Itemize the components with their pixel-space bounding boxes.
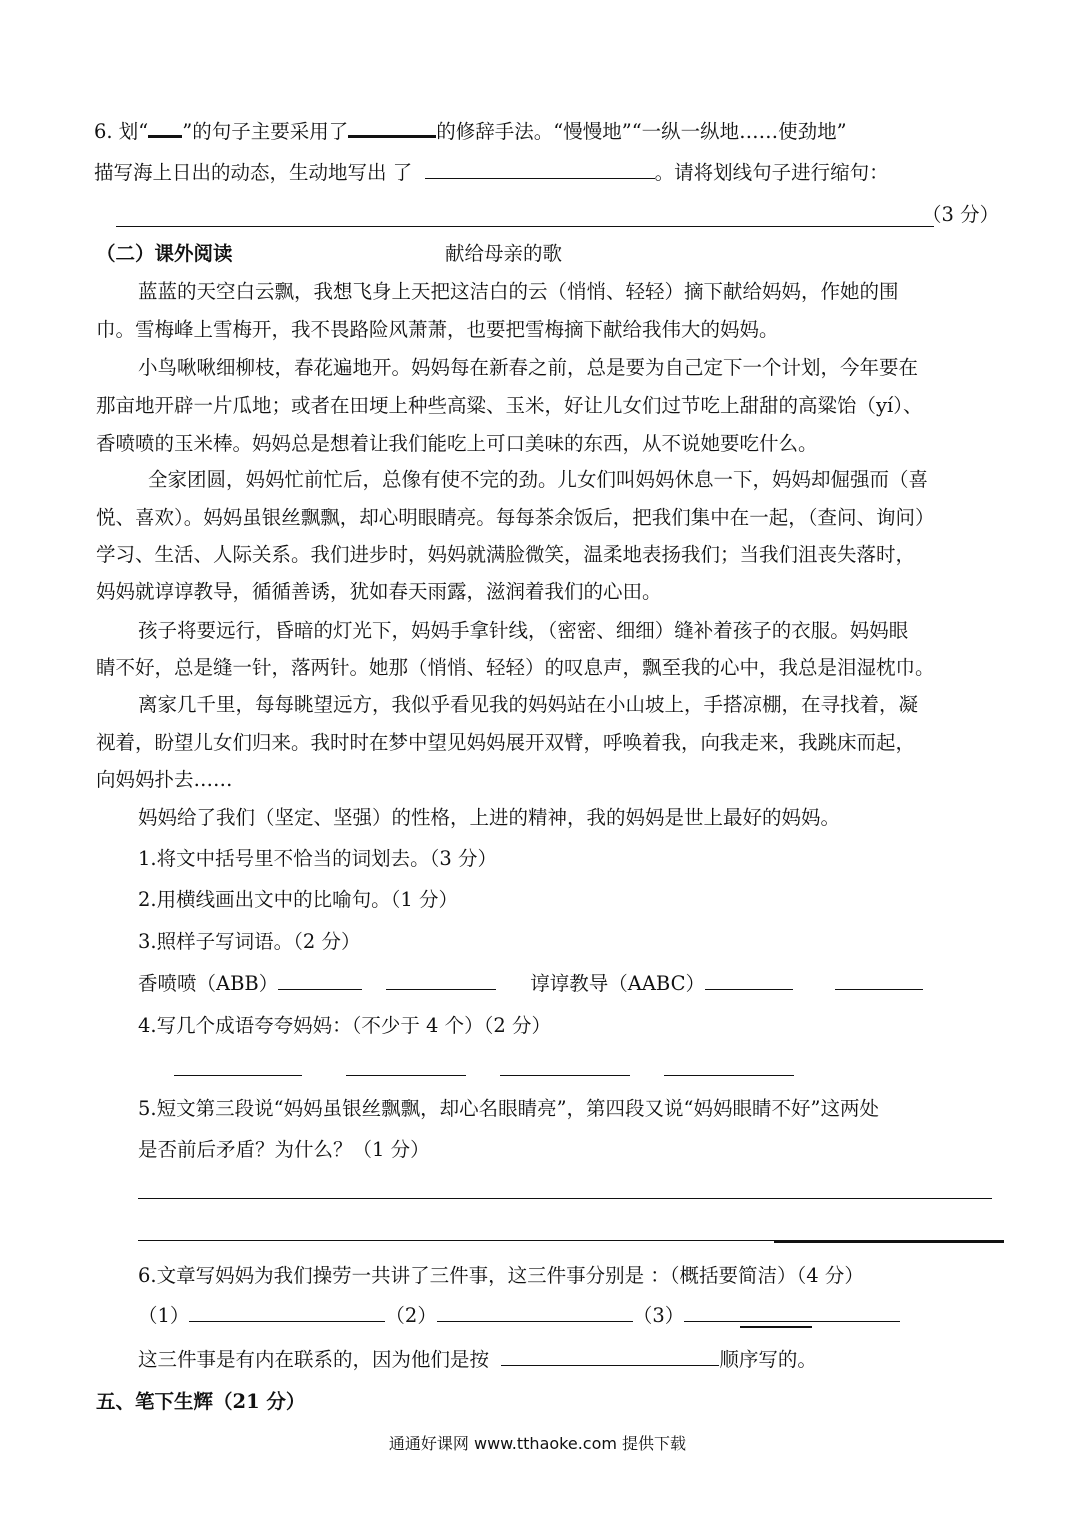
question-3-answers: 香喷喷（ABB） 谆谆教导（AABC） — [138, 970, 923, 998]
answer-blank — [705, 971, 793, 990]
answer-line — [116, 226, 934, 227]
passage-line: 全家团圆，妈妈忙前忙后，总像有使不完的劲。儿女们叫妈妈休息一下，妈妈却倔强而（喜 — [148, 468, 929, 491]
passage-line: 学习、生活、人际关系。我们进步时，妈妈就满脸微笑，温柔地表扬我们；当我们沮丧失落时， — [96, 543, 916, 566]
passage-line: 那亩地开辟一片瓜地；或者在田埂上种些高粱、玉米，好让儿女们过节吃上甜甜的高粱饴（yí）、 — [96, 394, 923, 417]
answer-blank — [501, 1347, 719, 1366]
passage-line: 悦、喜欢）。妈妈虽银丝飘飘，却心明眼睛亮。每每茶余饭后，把我们集中在一起，（查问、询问） — [96, 506, 935, 529]
passage-line: 巾。雪梅峰上雪梅开，我不畏路险风萧萧，也要把雪梅摘下献给我伟大的妈妈。 — [96, 318, 779, 341]
question-6: 6.文章写妈妈为我们操劳一共讲了三件事，这三件事分别是 ：（概括要简洁）（4 分） — [138, 1264, 864, 1287]
question-5-line-2: 是否前后矛盾？为什么？（1 分） — [138, 1138, 430, 1161]
passage-line: 小鸟啾啾细柳枝，春花遍地开。妈妈每在新春之前，总是要为自己定下一个计划，今年要在 — [138, 356, 919, 379]
answer-blank — [684, 1303, 900, 1322]
passage-line: 妈妈给了我们（坚定、坚强）的性格，上进的精神，我的妈妈是世上最好的妈妈。 — [138, 806, 841, 829]
question-2: 2.用横线画出文中的比喻句。（1 分） — [138, 888, 458, 911]
question-6-answers: （1） （2） （3） — [138, 1302, 900, 1330]
question-6-line-2: 描写海上日出的动态，生动地写出 了 。请将划线句子进行缩句： — [94, 161, 889, 184]
passage-line: 蓝蓝的天空白云飘，我想飞身上天把这洁白的云（悄悄、轻轻）摘下献给妈妈，作她的围 — [138, 280, 899, 303]
question-3: 3.照样子写词语。（2 分） — [138, 930, 361, 953]
passage-line: 孩子将要远行，昏暗的灯光下，妈妈手拿针线，（密密、细细）缝补着孩子的衣服。妈妈眼 — [138, 619, 909, 642]
answer-blank — [189, 1303, 385, 1322]
question-5-line-1: 5.短文第三段说“妈妈虽银丝飘飘，却心名眼睛亮”，第四段又说“妈妈眼睛不好”这两处 — [138, 1097, 879, 1120]
question-4: 4.写几个成语夸夸妈妈：（不少于 4 个）（2 分） — [138, 1014, 552, 1037]
answer-line — [500, 1075, 630, 1076]
passage-line: 向妈妈扑去…… — [96, 768, 233, 791]
answer-blank — [425, 160, 655, 179]
answer-line — [174, 1075, 302, 1076]
footer-text: 通通好课网 www.tthaoke.com 提供下载 — [388, 1434, 687, 1453]
question-1: 1.将文中括号里不恰当的词划去。（3 分） — [138, 847, 497, 870]
score: （3 分） — [922, 203, 1000, 226]
passage-line: 妈妈就谆谆教导，循循善诱，犹如春天雨露，滋润着我们的心田。 — [96, 580, 662, 603]
answer-line — [346, 1075, 466, 1076]
answer-line — [138, 1198, 992, 1199]
answer-line — [664, 1075, 794, 1076]
passage-title: 献给母亲的歌 — [445, 242, 563, 265]
section-heading: （二）课外阅读 — [96, 242, 233, 265]
question-6-tail: 这三件事是有内在联系的，因为他们是按 顺序写的。 — [138, 1348, 817, 1371]
passage-line: 香喷喷的玉米棒。妈妈总是想着让我们能吃上可口美味的东西，从不说她要吃什么。 — [96, 432, 818, 455]
answer-blank — [386, 971, 496, 990]
answer-line — [740, 1326, 812, 1328]
answer-blank — [148, 117, 182, 138]
answer-line — [774, 1241, 1004, 1243]
section-5-heading: 五、笔下生辉（21 分） — [96, 1390, 306, 1413]
answer-blank — [278, 971, 362, 990]
question-6-line-1: 6. 划“ ”的句子主要采用了 的修辞手法。“慢慢地”“一纵一纵地……使劲地” — [94, 117, 847, 146]
passage-line: 睛不好，总是缝一针，落两针。她那（悄悄、轻轻）的叹息声，飘至我的心中，我总是泪湿枕巾。 — [96, 656, 935, 679]
passage-line: 离家几千里，每每眺望远方，我似乎看见我的妈妈站在小山坡上，手搭凉棚，在寻找着，凝 — [138, 693, 919, 716]
passage-line: 视着，盼望儿女们归来。我时时在梦中望见妈妈展开双臂，呼唤着我，向我走来，我跳床而起， — [96, 731, 916, 754]
answer-blank — [348, 117, 436, 138]
answer-blank — [835, 971, 923, 990]
answer-blank — [437, 1303, 633, 1322]
